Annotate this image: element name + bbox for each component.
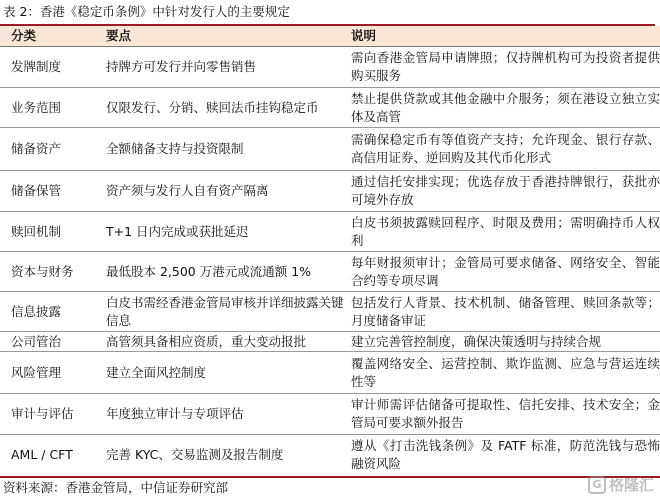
table-row [0,171,660,212]
row-note: 每年财报须审计；金管局可要求储备、网络安全、智能合约等专项尽调 [351,252,660,292]
row-note: 需向香港金管局申请牌照；仅持牌机构可为投资者提供购买服务 [351,47,660,88]
row-category: 公司管治 [0,332,106,352]
row-category: 风险管理 [0,352,106,394]
row-note: 白皮书须披露赎回程序、时限及费用；需明确持币人权利 [351,212,660,252]
row-category: 储备保管 [0,171,106,212]
row-category: 信息披露 [0,292,106,332]
row-point: T+1 日内完成或获批延迟 [106,212,351,252]
row-category: 发牌制度 [0,47,106,88]
row-point: 全额储备支持与投资限制 [106,128,351,171]
table-header-row [0,26,660,47]
table-row [0,292,660,332]
header-point: 要点 [106,26,351,47]
row-note: 禁止提供贷款或其他金融中介服务；须在港设立独立实体及高管 [351,88,660,128]
regulation-table [0,26,660,478]
row-note: 通过信托安排实现；优选存放于香港持牌银行，获批亦可境外存放 [351,171,660,212]
table-row [0,332,660,352]
table-row [0,252,660,292]
row-point: 最低股本 2,500 万港元或流通额 1% [106,252,351,292]
table-row [0,394,660,435]
row-point: 持牌方可发行并向零售销售 [106,47,351,88]
row-point: 建立全面风控制度 [106,352,351,394]
table-row [0,212,660,252]
row-category: 赎回机制 [0,212,106,252]
row-category: AML / CFT [0,435,106,477]
watermark [588,474,654,495]
row-point: 白皮书需经香港金管局审核并详细披露关键信息 [106,292,351,332]
header-category: 分类 [0,26,106,47]
row-point: 高管须具备相应资质，重大变动报批 [106,332,351,352]
table-row [0,47,660,88]
watermark-text: 格隆汇 [608,476,654,494]
row-note: 建立完善管控制度，确保决策透明与持续合规 [351,332,660,352]
row-note: 审计师需评估储备可提取性、信托安排、技术安全；金管局可要求额外报告 [351,394,660,435]
row-category: 资本与财务 [0,252,106,292]
gelonghui-logo-icon: G [588,476,606,494]
row-note: 覆盖网络安全、运营控制、欺诈监测、应急与营运连续性等 [351,352,660,394]
row-point: 资产须与发行人自有资产隔离 [106,171,351,212]
row-note: 包括发行人背景、技术机制、储备管理、赎回条款等；月度储备审证 [351,292,660,332]
row-point: 仅限发行、分销、赎回法币挂钩稳定币 [106,88,351,128]
table-row [0,435,660,477]
table-row [0,352,660,394]
row-note: 需确保稳定币有等值资产支持；允许现金、银行存款、高信用证券、逆回购及其代币化形式 [351,128,660,171]
table-row [0,88,660,128]
table-row [0,128,660,171]
row-note: 遵从《打击洗钱条例》及 FATF 标准，防范洗钱与恐怖融资风险 [351,435,660,477]
row-category: 储备资产 [0,128,106,171]
table-caption: 表 2：香港《稳定币条例》中针对发行人的主要规定 [3,4,290,19]
source-note: 资料来源：香港金管局，中信证券研究部 [3,480,229,495]
row-category: 审计与评估 [0,394,106,435]
row-point: 完善 KYC、交易监测及报告制度 [106,435,351,477]
header-note: 说明 [351,26,660,47]
row-category: 业务范围 [0,88,106,128]
row-point: 年度独立审计与专项评估 [106,394,351,435]
